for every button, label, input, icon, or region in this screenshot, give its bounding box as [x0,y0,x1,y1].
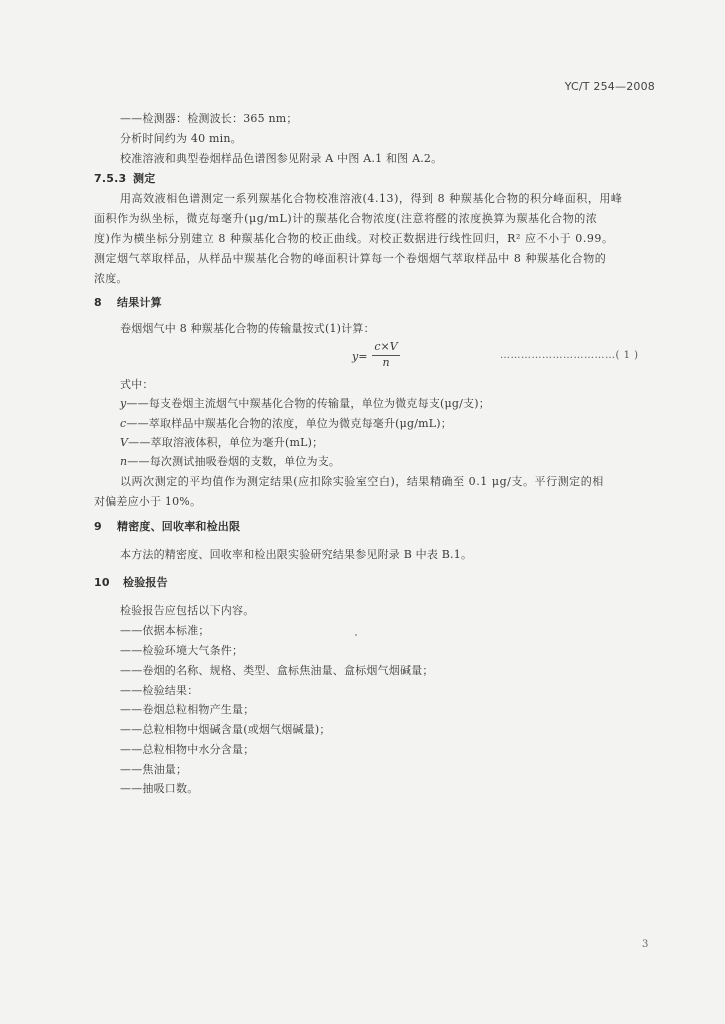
formula-leader-dots [500,350,639,361]
section-7-5-3-paragraph-line: 用高效液相色谱测定一系列羰基化合物校准溶液(4.13)，得到 8 种羰基化合物的积分峰面积，用峰 [120,192,623,205]
report-item: ——抽吸口数。 [120,782,199,795]
chromatogram-reference-line: 校准溶液和典型卷烟样品色谱图参见附录 A 中图 A.1 和图 A.2。 [120,152,443,165]
report-item: ——检验结果： [120,684,199,697]
section-9-number: 9 [94,520,102,533]
formula-number: ( 1 ) [615,350,639,361]
section-7-5-3-paragraph-line: 测定烟气萃取样品，从样品中羰基化合物的峰面积计算每一个卷烟烟气萃取样品中 8 种羰基化合物的 [94,252,607,265]
report-item: ——卷烟总粒相物产生量； [120,703,255,716]
section-7-5-3-paragraph-line: 面积作为纵坐标，微克每毫升(μg/mL)计的羰基化合物浓度(注意将醛的浓度换算为羰基化合物的浓 [94,212,598,225]
report-item: ——检验环境大气条件； [120,644,244,657]
variable-symbol: V [120,436,129,449]
section-8-number: 8 [94,296,102,309]
report-item: ——焦油量； [120,763,188,776]
section-8-title: 结果计算 [117,296,162,309]
variable-description: ——每支卷烟主流烟气中羰基化合物的传输量，单位为微克每支(μg/支)； [126,397,490,410]
result-precision-line: 以两次测定的平均值作为测定结果(应扣除实验室空白)，结果精确至 0.1 μg/支。平行测定的相 [120,475,604,488]
section-10-title: 检验报告 [123,576,168,589]
variable-row [120,417,452,431]
report-item: ——总粒相物中水分含量； [120,743,255,756]
variable-description: ——每次测试抽吸卷烟的支数，单位为支。 [127,455,341,468]
formula-intro: 卷烟烟气中 8 种羰基化合物的传输量按式(1)计算： [120,322,375,335]
where-label: 式中： [120,378,154,391]
formula-numerator: c×V [374,340,398,353]
formula-fraction [372,340,400,370]
section-7-5-3-paragraph-line: 度)作为横坐标分别建立 8 种羰基化合物的校正曲线。对校正数据进行线性回归，R² 应不小于 0.99。 [94,232,614,245]
scan-speck [355,634,357,636]
variable-symbol: y [120,397,127,410]
page-number: 3 [642,939,649,950]
section-9-text: 本方法的精密度、回收率和检出限实验研究结果参见附录 B 中表 B.1。 [120,548,473,561]
analysis-time-line: 分析时间约为 40 min。 [120,132,242,145]
section-9-title: 精密度、回收率和检出限 [117,520,241,533]
variable-row [120,436,323,450]
report-item: ——总粒相物中烟碱含量(或烟气烟碱量)； [120,723,331,736]
formula-dots: …………………………… [500,350,616,361]
section-7-5-3-title: 测定 [133,172,156,185]
result-precision-line: 对偏差应小于 10%。 [94,495,202,508]
formula-denominator: n [382,356,390,369]
section-10-number: 10 [94,576,110,589]
variable-symbol: n [120,455,128,468]
report-intro: 检验报告应包括以下内容。 [120,604,255,617]
variable-symbol: c [120,417,127,430]
detector-line: ——检测器：检测波长：365 nm； [120,112,298,125]
standard-number: YC/T 254—2008 [564,80,655,93]
formula-lhs: y= [352,350,368,363]
report-item: ——卷烟的名称、规格、类型、盒标焦油量、盒标烟气烟碱量； [120,664,434,677]
variable-description: ——萃取溶液体积，单位为毫升(mL)； [128,436,324,449]
report-item: ——依据本标准； [120,624,210,637]
variable-description: ——萃取样品中羰基化合物的浓度，单位为微克每毫升(μg/mL)； [126,417,452,430]
variable-row [120,397,490,411]
variable-row [120,455,340,469]
section-7-5-3-paragraph-line: 浓度。 [94,272,128,285]
section-7-5-3-number: 7.5.3 [94,172,127,185]
